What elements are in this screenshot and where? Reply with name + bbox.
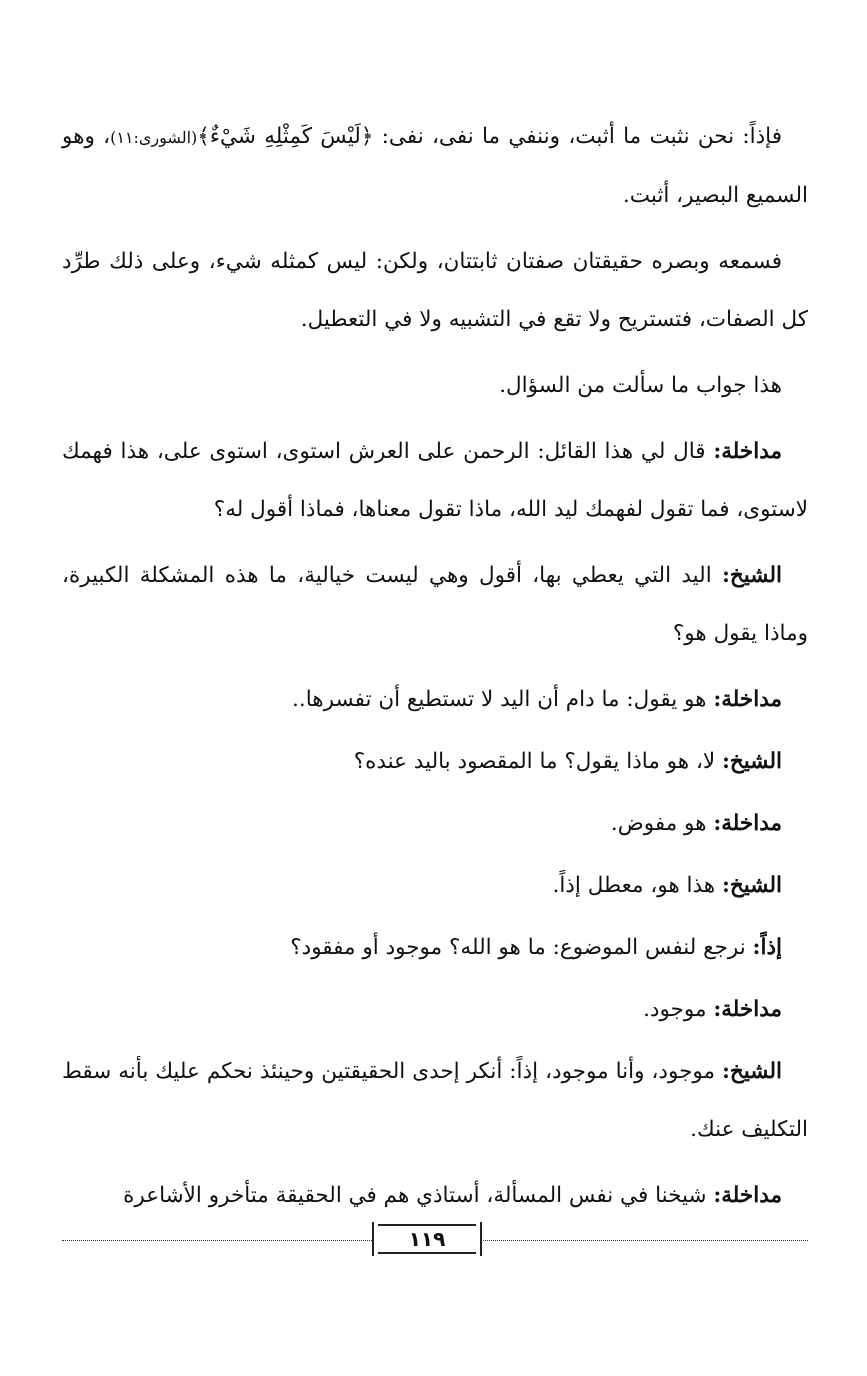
speaker-label: إذاً: [752, 935, 782, 960]
paragraph-10 [62, 919, 808, 977]
paragraph-1 [62, 108, 808, 225]
paragraph-text: فإذاً: نحن نثبت ما أثبت، وننفي ما نفى، نفى: [373, 124, 783, 149]
paragraph-3 [62, 357, 808, 415]
speaker-label: الشيخ: [721, 873, 782, 898]
ornament-bottom-border [378, 1252, 476, 1254]
paragraph-text: قال لي هذا القائل: الرحمن على العرش استوى، استوى على، هذا فهمك لاستوى، فما تقول لفهمك ليد الله، ماذا تقول معناها، فماذا أقول له؟ [62, 439, 808, 522]
speaker-label: مداخلة: [713, 1183, 782, 1208]
speaker-label: الشيخ: [721, 749, 782, 774]
paragraph-5 [62, 547, 808, 663]
speaker-label: مداخلة: [713, 687, 782, 712]
paragraph-13 [62, 1167, 808, 1225]
paragraph-7 [62, 733, 808, 791]
ornament-top-border [378, 1224, 476, 1226]
page-footer [62, 1222, 808, 1262]
paragraph-12 [62, 1043, 808, 1159]
paragraph-text: لا، هو ماذا يقول؟ ما المقصود باليد عنده؟ [353, 749, 722, 774]
speaker-label: مداخلة: [713, 811, 782, 836]
paragraph-text: موجود. [643, 997, 714, 1022]
paragraph-2 [62, 233, 808, 349]
paragraph-9 [62, 857, 808, 915]
verse-reference: (الشورى:١١) [110, 128, 198, 147]
speaker-label: مداخلة: [713, 997, 782, 1022]
paragraph-text-continued: ، وهو السميع البصير، أثبت. [62, 124, 808, 208]
paragraph-text: فسمعه وبصره حقيقتان صفتان ثابتتان، ولكن: ليس كمثله شيء، وعلى ذلك طرِّد كل الصفات، فتستريح ولا تقع في التشبيه ولا في التعطيل. [62, 249, 808, 332]
paragraph-11 [62, 981, 808, 1039]
paragraph-text: هو مفوض. [610, 811, 714, 836]
speaker-label: الشيخ: [721, 1059, 782, 1084]
page-number-ornament [372, 1222, 482, 1256]
speaker-label: الشيخ: [721, 563, 782, 588]
paragraph-text: هذا هو، معطل إذاً. [552, 873, 722, 898]
speaker-label: مداخلة: [713, 439, 782, 464]
page-body [62, 108, 808, 1233]
paragraph-text: موجود، وأنا موجود، إذاً: أنكر إحدى الحقيقتين وحينئذ نحكم عليك بأنه سقط التكليف عنك. [62, 1059, 808, 1142]
quran-verse: ﴿لَيْسَ كَمِثْلِهِ شَيْءٌ﴾ [197, 124, 374, 149]
paragraph-text: شيخنا في نفس المسألة، أستاذي هم في الحقيقة متأخرو الأشاعرة [123, 1183, 714, 1208]
paragraph-text: اليد التي يعطي بها، أقول وهي ليست خيالية، ما هذه المشكلة الكبيرة، وماذا يقول هو؟ [62, 563, 808, 646]
paragraph-4 [62, 423, 808, 539]
paragraph-text: نرجع لنفس الموضوع: ما هو الله؟ موجود أو مفقود؟ [290, 935, 753, 960]
paragraph-text: هو يقول: ما دام أن اليد لا تستطيع أن تفسرها.. [292, 687, 714, 712]
paragraph-8 [62, 795, 808, 853]
paragraph-6 [62, 671, 808, 729]
page-number: ١١٩ [408, 1227, 446, 1251]
paragraph-text: هذا جواب ما سألت من السؤال. [499, 373, 782, 398]
